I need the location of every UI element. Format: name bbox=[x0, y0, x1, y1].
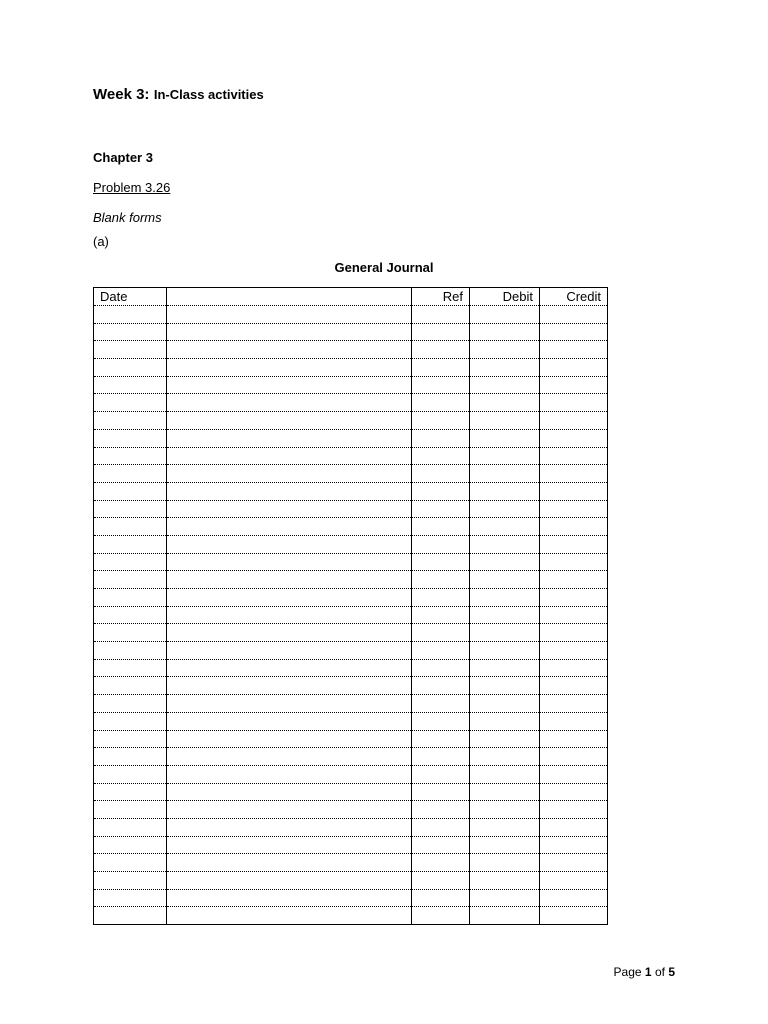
credit-cell bbox=[540, 535, 608, 553]
debit-cell bbox=[470, 712, 540, 730]
ref-cell bbox=[412, 624, 470, 642]
debit-cell bbox=[470, 748, 540, 766]
table-row bbox=[94, 606, 608, 624]
date-cell bbox=[94, 535, 167, 553]
description-cell bbox=[167, 535, 412, 553]
table-row bbox=[94, 712, 608, 730]
column-header-ref: Ref bbox=[412, 288, 470, 306]
table-row bbox=[94, 818, 608, 836]
debit-cell bbox=[470, 606, 540, 624]
description-cell bbox=[167, 589, 412, 607]
table-row bbox=[94, 748, 608, 766]
of-label: of bbox=[654, 965, 665, 979]
date-cell bbox=[94, 359, 167, 377]
credit-cell bbox=[540, 571, 608, 589]
ref-cell bbox=[412, 306, 470, 324]
page-number: 1 bbox=[644, 965, 652, 979]
description-cell bbox=[167, 341, 412, 359]
description-cell bbox=[167, 429, 412, 447]
debit-cell bbox=[470, 553, 540, 571]
credit-cell bbox=[540, 482, 608, 500]
debit-cell bbox=[470, 659, 540, 677]
debit-cell bbox=[470, 535, 540, 553]
table-row bbox=[94, 500, 608, 518]
date-cell bbox=[94, 341, 167, 359]
date-cell bbox=[94, 500, 167, 518]
blank-forms-label: Blank forms bbox=[93, 210, 162, 225]
ref-cell bbox=[412, 553, 470, 571]
debit-cell bbox=[470, 765, 540, 783]
page-label: Page bbox=[613, 965, 642, 979]
table-row bbox=[94, 801, 608, 819]
table-row bbox=[94, 854, 608, 872]
description-cell bbox=[167, 889, 412, 907]
ref-cell bbox=[412, 818, 470, 836]
ref-cell bbox=[412, 801, 470, 819]
date-cell bbox=[94, 589, 167, 607]
description-cell bbox=[167, 482, 412, 500]
ref-cell bbox=[412, 465, 470, 483]
credit-cell bbox=[540, 429, 608, 447]
credit-cell bbox=[540, 376, 608, 394]
debit-cell bbox=[470, 589, 540, 607]
debit-cell bbox=[470, 359, 540, 377]
ref-cell bbox=[412, 854, 470, 872]
date-cell bbox=[94, 836, 167, 854]
credit-cell bbox=[540, 801, 608, 819]
ref-cell bbox=[412, 836, 470, 854]
date-cell bbox=[94, 730, 167, 748]
date-cell bbox=[94, 518, 167, 536]
debit-cell bbox=[470, 482, 540, 500]
table-row bbox=[94, 624, 608, 642]
ref-cell bbox=[412, 500, 470, 518]
description-cell bbox=[167, 323, 412, 341]
date-cell bbox=[94, 482, 167, 500]
debit-cell bbox=[470, 624, 540, 642]
date-cell bbox=[94, 465, 167, 483]
credit-cell bbox=[540, 889, 608, 907]
debit-cell bbox=[470, 642, 540, 660]
credit-cell bbox=[540, 659, 608, 677]
table-row bbox=[94, 535, 608, 553]
credit-cell bbox=[540, 765, 608, 783]
debit-cell bbox=[470, 872, 540, 890]
ref-cell bbox=[412, 341, 470, 359]
date-cell bbox=[94, 642, 167, 660]
ref-cell bbox=[412, 748, 470, 766]
debit-cell bbox=[470, 465, 540, 483]
ref-cell bbox=[412, 394, 470, 412]
ref-cell bbox=[412, 571, 470, 589]
date-cell bbox=[94, 323, 167, 341]
table-row bbox=[94, 783, 608, 801]
date-cell bbox=[94, 765, 167, 783]
ref-cell bbox=[412, 712, 470, 730]
debit-cell bbox=[470, 889, 540, 907]
ref-cell bbox=[412, 376, 470, 394]
date-cell bbox=[94, 677, 167, 695]
ref-cell bbox=[412, 677, 470, 695]
date-cell bbox=[94, 606, 167, 624]
ref-cell bbox=[412, 695, 470, 713]
description-cell bbox=[167, 677, 412, 695]
table-row bbox=[94, 589, 608, 607]
table-row bbox=[94, 642, 608, 660]
debit-cell bbox=[470, 801, 540, 819]
debit-cell bbox=[470, 907, 540, 925]
date-cell bbox=[94, 394, 167, 412]
table-row bbox=[94, 323, 608, 341]
debit-cell bbox=[470, 500, 540, 518]
debit-cell bbox=[470, 783, 540, 801]
problem-title: Problem 3.26 bbox=[93, 180, 171, 195]
description-cell bbox=[167, 765, 412, 783]
debit-cell bbox=[470, 341, 540, 359]
table-row bbox=[94, 429, 608, 447]
table-row bbox=[94, 412, 608, 430]
description-cell bbox=[167, 571, 412, 589]
description-cell bbox=[167, 783, 412, 801]
table-row bbox=[94, 394, 608, 412]
date-cell bbox=[94, 907, 167, 925]
table-row bbox=[94, 376, 608, 394]
credit-cell bbox=[540, 412, 608, 430]
ref-cell bbox=[412, 535, 470, 553]
credit-cell bbox=[540, 589, 608, 607]
description-cell bbox=[167, 500, 412, 518]
table-row bbox=[94, 836, 608, 854]
date-cell bbox=[94, 447, 167, 465]
credit-cell bbox=[540, 341, 608, 359]
journal-body bbox=[94, 306, 608, 925]
table-row bbox=[94, 907, 608, 925]
description-cell bbox=[167, 907, 412, 925]
table-row bbox=[94, 553, 608, 571]
credit-cell bbox=[540, 465, 608, 483]
table-row bbox=[94, 482, 608, 500]
table-row bbox=[94, 359, 608, 377]
table-row bbox=[94, 465, 608, 483]
debit-cell bbox=[470, 394, 540, 412]
ref-cell bbox=[412, 907, 470, 925]
ref-cell bbox=[412, 889, 470, 907]
credit-cell bbox=[540, 606, 608, 624]
ref-cell bbox=[412, 765, 470, 783]
table-row bbox=[94, 765, 608, 783]
ref-cell bbox=[412, 429, 470, 447]
credit-cell bbox=[540, 677, 608, 695]
credit-cell bbox=[540, 748, 608, 766]
date-cell bbox=[94, 553, 167, 571]
ref-cell bbox=[412, 412, 470, 430]
column-header-date: Date bbox=[94, 288, 167, 306]
date-cell bbox=[94, 624, 167, 642]
date-cell bbox=[94, 783, 167, 801]
description-cell bbox=[167, 818, 412, 836]
table-row bbox=[94, 889, 608, 907]
date-cell bbox=[94, 429, 167, 447]
credit-cell bbox=[540, 394, 608, 412]
ref-cell bbox=[412, 872, 470, 890]
ref-cell bbox=[412, 482, 470, 500]
description-cell bbox=[167, 836, 412, 854]
debit-cell bbox=[470, 306, 540, 324]
table-row bbox=[94, 306, 608, 324]
credit-cell bbox=[540, 642, 608, 660]
page-footer bbox=[614, 965, 675, 979]
credit-cell bbox=[540, 907, 608, 925]
table-row bbox=[94, 571, 608, 589]
date-cell bbox=[94, 712, 167, 730]
description-cell bbox=[167, 518, 412, 536]
week-label: Week 3: bbox=[93, 86, 150, 103]
ref-cell bbox=[412, 323, 470, 341]
description-cell bbox=[167, 801, 412, 819]
table-row bbox=[94, 872, 608, 890]
description-cell bbox=[167, 854, 412, 872]
description-cell bbox=[167, 394, 412, 412]
debit-cell bbox=[470, 447, 540, 465]
credit-cell bbox=[540, 447, 608, 465]
table-header-row bbox=[94, 288, 608, 306]
ref-cell bbox=[412, 659, 470, 677]
table-row bbox=[94, 447, 608, 465]
table-row bbox=[94, 730, 608, 748]
part-label: (a) bbox=[93, 234, 109, 249]
credit-cell bbox=[540, 730, 608, 748]
ref-cell bbox=[412, 642, 470, 660]
date-cell bbox=[94, 801, 167, 819]
ref-cell bbox=[412, 359, 470, 377]
chapter-title: Chapter 3 bbox=[93, 150, 153, 165]
date-cell bbox=[94, 659, 167, 677]
table-row bbox=[94, 659, 608, 677]
description-cell bbox=[167, 412, 412, 430]
credit-cell bbox=[540, 323, 608, 341]
description-cell bbox=[167, 606, 412, 624]
description-cell bbox=[167, 359, 412, 377]
ref-cell bbox=[412, 447, 470, 465]
journal-title: General Journal bbox=[334, 260, 434, 275]
credit-cell bbox=[540, 500, 608, 518]
description-cell bbox=[167, 465, 412, 483]
table-row bbox=[94, 341, 608, 359]
page-heading bbox=[93, 86, 264, 104]
date-cell bbox=[94, 412, 167, 430]
ref-cell bbox=[412, 783, 470, 801]
table-row bbox=[94, 677, 608, 695]
credit-cell bbox=[540, 306, 608, 324]
ref-cell bbox=[412, 589, 470, 607]
date-cell bbox=[94, 854, 167, 872]
credit-cell bbox=[540, 836, 608, 854]
credit-cell bbox=[540, 818, 608, 836]
credit-cell bbox=[540, 695, 608, 713]
credit-cell bbox=[540, 872, 608, 890]
debit-cell bbox=[470, 836, 540, 854]
column-header-debit: Debit bbox=[470, 288, 540, 306]
credit-cell bbox=[540, 553, 608, 571]
description-cell bbox=[167, 730, 412, 748]
debit-cell bbox=[470, 677, 540, 695]
description-cell bbox=[167, 872, 412, 890]
description-cell bbox=[167, 712, 412, 730]
date-cell bbox=[94, 872, 167, 890]
total-pages: 5 bbox=[668, 965, 675, 979]
heading-subtitle: In-Class activities bbox=[153, 87, 264, 102]
debit-cell bbox=[470, 854, 540, 872]
ref-cell bbox=[412, 518, 470, 536]
credit-cell bbox=[540, 359, 608, 377]
description-cell bbox=[167, 748, 412, 766]
description-cell bbox=[167, 695, 412, 713]
debit-cell bbox=[470, 818, 540, 836]
description-cell bbox=[167, 642, 412, 660]
date-cell bbox=[94, 306, 167, 324]
credit-cell bbox=[540, 854, 608, 872]
column-header-description bbox=[167, 288, 412, 306]
credit-cell bbox=[540, 783, 608, 801]
description-cell bbox=[167, 624, 412, 642]
date-cell bbox=[94, 571, 167, 589]
general-journal-table bbox=[93, 287, 608, 925]
debit-cell bbox=[470, 412, 540, 430]
ref-cell bbox=[412, 606, 470, 624]
table-row bbox=[94, 518, 608, 536]
debit-cell bbox=[470, 429, 540, 447]
debit-cell bbox=[470, 695, 540, 713]
column-header-credit: Credit bbox=[540, 288, 608, 306]
debit-cell bbox=[470, 730, 540, 748]
debit-cell bbox=[470, 376, 540, 394]
ref-cell bbox=[412, 730, 470, 748]
debit-cell bbox=[470, 571, 540, 589]
credit-cell bbox=[540, 712, 608, 730]
date-cell bbox=[94, 889, 167, 907]
debit-cell bbox=[470, 323, 540, 341]
description-cell bbox=[167, 376, 412, 394]
date-cell bbox=[94, 376, 167, 394]
description-cell bbox=[167, 659, 412, 677]
description-cell bbox=[167, 553, 412, 571]
date-cell bbox=[94, 818, 167, 836]
debit-cell bbox=[470, 518, 540, 536]
description-cell bbox=[167, 447, 412, 465]
description-cell bbox=[167, 306, 412, 324]
credit-cell bbox=[540, 624, 608, 642]
date-cell bbox=[94, 695, 167, 713]
date-cell bbox=[94, 748, 167, 766]
table-row bbox=[94, 695, 608, 713]
credit-cell bbox=[540, 518, 608, 536]
